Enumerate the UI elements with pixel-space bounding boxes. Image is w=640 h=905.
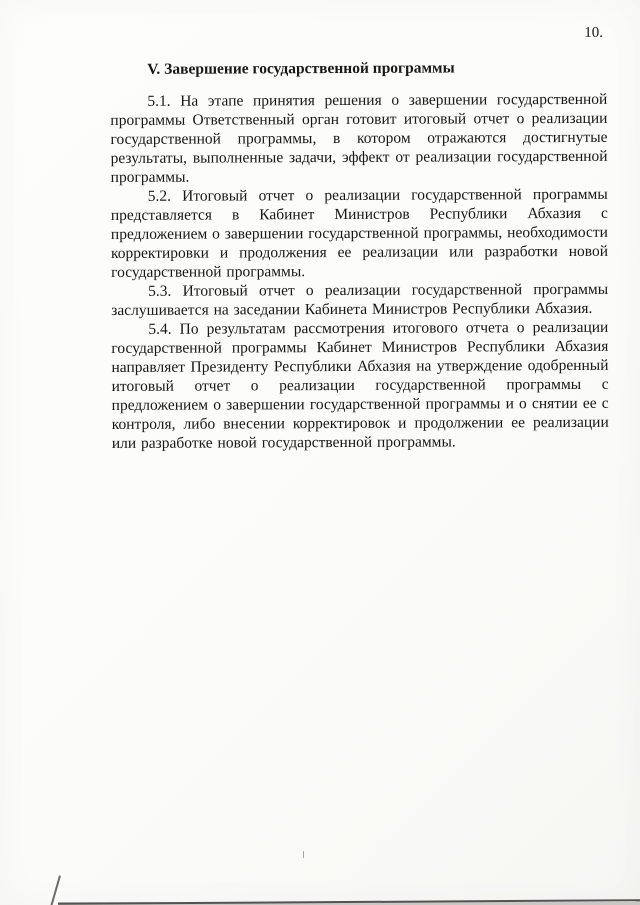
section-heading: V. Завершение государственной программы (147, 59, 455, 78)
scan-edge-left-corner (49, 875, 61, 905)
page-number: 10. (584, 24, 604, 41)
paragraph-5-2: 5.2. Итоговый отчет о реализации государственной программы представляется в Кабинет Министров Республики Абхазия с предложением о завершении государственной программы, необходимости корректировки и продолжения ее реализации или разработки новой государственной программы. (110, 185, 609, 281)
paragraph-5-3: 5.3. Итоговый отчет о реализации государственной программы заслушивается на заседании Кабинета Министров Республики Абхазия. (111, 280, 609, 319)
page-content (110, 24, 609, 453)
paragraph-5-4: 5.4. По результатам рассмотрения итогового отчета о реализации государственной программы Кабинет Министров Республики Абхазия направляет Президенту Республики Абхазия на утверждение одобренный итоговый отчет о реализации государственной программы с предложением о завершении государственной программы и о снятии ее с контроля, либо внесении корректировок и продолжении ее реализации или разработке новой государственной программы. (111, 318, 609, 452)
paragraph-5-1: 5.1. На этапе принятия решения о завершении государственной программы Ответственный орган готовит итоговый отчет о реализации государственной программы, в котором отражаются достигнутые результаты, выполненные задачи, эффект от реализации государственной программы. (110, 90, 608, 186)
scan-artifact-mark (303, 851, 304, 858)
